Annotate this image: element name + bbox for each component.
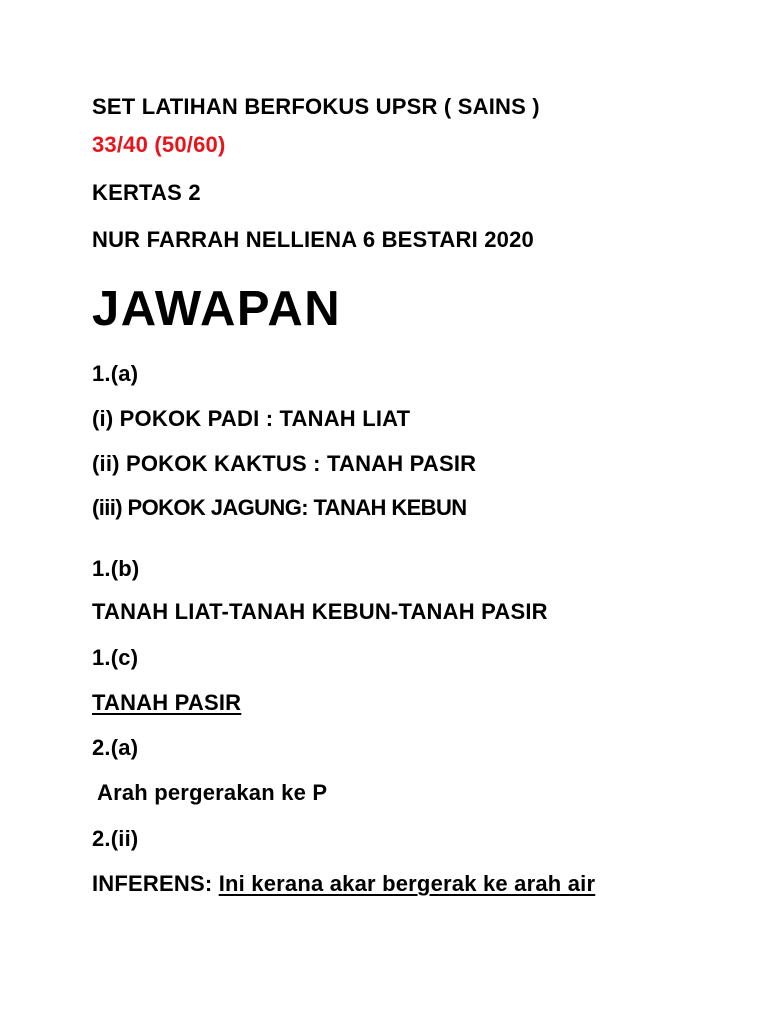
answer-1c: TANAH PASIR: [92, 690, 242, 715]
answer-1a-iii: (iii) POKOK JAGUNG: TANAH KEBUN: [92, 495, 467, 520]
document-title: SET LATIHAN BERFOKUS UPSR ( SAINS ): [92, 94, 540, 119]
answer-1a-ii: (ii) POKOK KAKTUS : TANAH PASIR: [92, 451, 477, 476]
question-2a-label: 2.(a): [92, 735, 139, 760]
student-name: NUR FARRAH NELLIENA 6 BESTARI 2020: [92, 227, 534, 252]
question-2ii-label: 2.(ii): [92, 826, 139, 851]
answer-1b: TANAH LIAT-TANAH KEBUN-TANAH PASIR: [92, 599, 548, 624]
inferens-label: INFERENS:: [92, 871, 213, 896]
paper-label: KERTAS 2: [92, 180, 201, 205]
question-1a-label: 1.(a): [92, 361, 139, 386]
answer-heading: JAWAPAN: [92, 282, 342, 336]
answer-2ii: [92, 871, 595, 897]
question-1b-label: 1.(b): [92, 556, 140, 581]
answer-2a: Arah pergerakan ke P: [97, 780, 328, 805]
score-text: 33/40 (50/60): [92, 132, 226, 157]
question-1c-label: 1.(c): [92, 645, 139, 670]
answer-1a-i: (i) POKOK PADI : TANAH LIAT: [92, 406, 411, 431]
inferens-answer: Ini kerana akar bergerak ke arah air: [218, 871, 596, 896]
